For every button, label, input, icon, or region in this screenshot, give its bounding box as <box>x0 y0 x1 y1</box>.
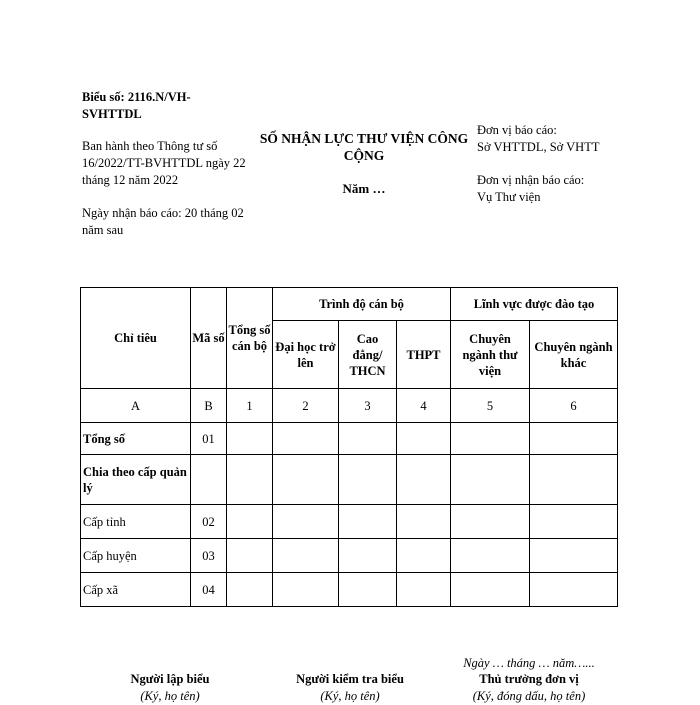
data-cell <box>397 505 451 539</box>
data-cell <box>227 573 273 607</box>
header-university: Đại học trở lên <box>273 321 339 389</box>
data-cell <box>273 455 339 505</box>
row-code: 01 <box>191 423 227 455</box>
issued-by-text: Ban hành theo Thông tư số 16/2022/TT-BVHTTDL ngày 22 tháng 12 năm 2022 <box>82 139 246 187</box>
document-title: SỐ NHẬN LỰC THƯ VIỆN CÔNG CỘNG <box>259 131 469 163</box>
head-note: (Ký, đóng dấu, họ tên) <box>472 689 586 703</box>
data-cell <box>451 573 530 607</box>
data-cell <box>227 505 273 539</box>
row-code: 04 <box>191 573 227 607</box>
table-row <box>81 423 618 455</box>
index-cell: 4 <box>397 389 451 423</box>
row-label: Chia theo cấp quản lý <box>81 455 191 505</box>
row-label: Cấp tỉnh <box>81 505 191 539</box>
table-row <box>81 505 618 539</box>
header-total-staff: Tổng số cán bộ <box>227 288 273 389</box>
index-cell: B <box>191 389 227 423</box>
row-code: 03 <box>191 539 227 573</box>
header-library-major: Chuyên ngành thư viện <box>451 321 530 389</box>
reporting-unit <box>477 122 677 156</box>
data-cell <box>339 573 397 607</box>
index-row <box>81 389 618 423</box>
signature-date-line: Ngày … tháng … năm…... <box>463 656 595 670</box>
data-cell <box>339 505 397 539</box>
header-indicator: Chỉ tiêu <box>81 288 191 389</box>
data-cell <box>273 505 339 539</box>
data-cell <box>451 505 530 539</box>
index-cell: 2 <box>273 389 339 423</box>
header-highschool: THPT <box>397 321 451 389</box>
head-title: Thủ trưởng đơn vị <box>479 672 579 686</box>
data-cell <box>339 455 397 505</box>
reporting-unit-value: Sở VHTTDL, Sở VHTT <box>477 140 600 154</box>
header-other-major: Chuyên ngành khác <box>530 321 618 389</box>
data-cell <box>397 539 451 573</box>
form-code: Biểu số: 2116.N/VH-SVHTTDL <box>82 90 191 121</box>
receiving-unit-label: Đơn vị nhận báo cáo: <box>477 173 585 187</box>
row-label: Tổng số <box>81 423 191 455</box>
data-cell <box>397 455 451 505</box>
data-cell <box>530 423 618 455</box>
checker-title: Người kiểm tra biểu <box>296 672 404 686</box>
data-cell <box>227 423 273 455</box>
receiving-unit-value: Vụ Thư viện <box>477 190 541 204</box>
index-cell: 6 <box>530 389 618 423</box>
preparer-title: Người lập biểu <box>130 672 210 686</box>
index-cell: 5 <box>451 389 530 423</box>
data-cell <box>530 573 618 607</box>
statistics-table <box>80 287 618 607</box>
data-cell <box>397 423 451 455</box>
table-row <box>81 573 618 607</box>
data-cell <box>451 539 530 573</box>
row-code: 02 <box>191 505 227 539</box>
data-cell <box>339 539 397 573</box>
preparer-note: (Ký, họ tên) <box>140 689 200 703</box>
header-code: Mã số <box>191 288 227 389</box>
data-cell <box>530 505 618 539</box>
data-cell <box>339 423 397 455</box>
data-cell <box>451 455 530 505</box>
header-training-field-group: Lĩnh vực được đào tạo <box>451 288 618 321</box>
header-college: Cao đẳng/ THCN <box>339 321 397 389</box>
row-code <box>191 455 227 505</box>
table-row <box>81 539 618 573</box>
checker-note: (Ký, họ tên) <box>320 689 380 703</box>
row-label: Cấp huyện <box>81 539 191 573</box>
index-cell: 3 <box>339 389 397 423</box>
header-row-1 <box>81 288 618 321</box>
data-cell <box>530 539 618 573</box>
data-cell <box>451 423 530 455</box>
row-label: Cấp xã <box>81 573 191 607</box>
data-cell <box>227 455 273 505</box>
reporting-unit-label: Đơn vị báo cáo: <box>477 123 557 137</box>
data-cell <box>273 573 339 607</box>
data-cell <box>530 455 618 505</box>
report-year: Năm … <box>342 181 386 196</box>
data-cell <box>397 573 451 607</box>
receiving-unit <box>477 172 677 206</box>
received-date-text: Ngày nhận báo cáo: 20 tháng 02 năm sau <box>82 206 244 237</box>
index-cell: 1 <box>227 389 273 423</box>
header-qualification-group: Trình độ cán bộ <box>273 288 451 321</box>
data-cell <box>227 539 273 573</box>
table-row <box>81 455 618 505</box>
data-cell <box>273 539 339 573</box>
index-cell: A <box>81 389 191 423</box>
data-cell <box>273 423 339 455</box>
